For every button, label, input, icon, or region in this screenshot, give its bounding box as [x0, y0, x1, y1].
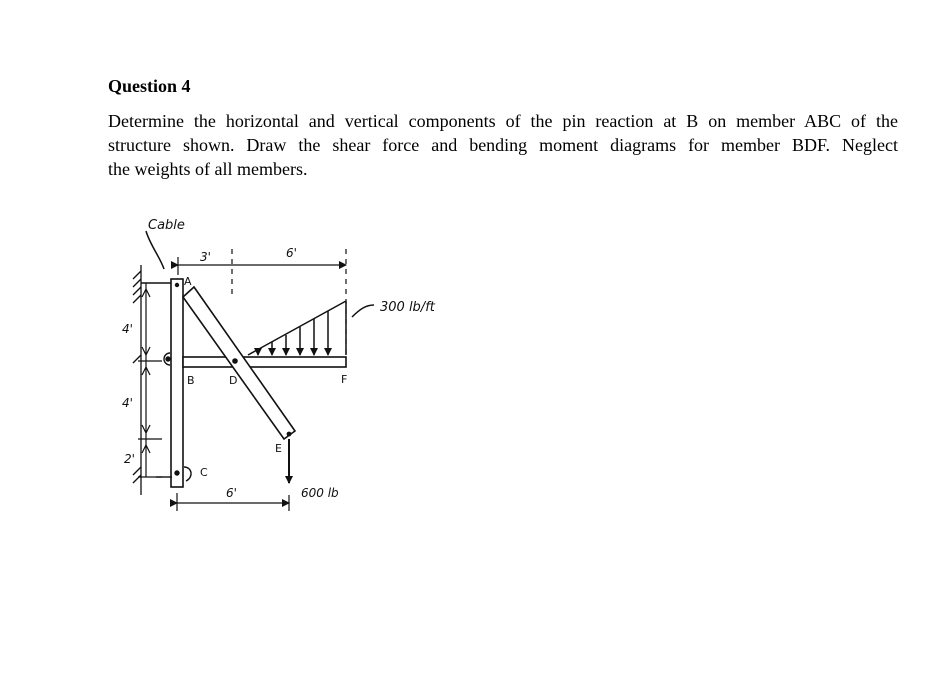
structure-figure: [108, 205, 468, 515]
pin-b: [164, 353, 170, 365]
load-distributed-label: 300 lb/ft: [380, 300, 435, 315]
point-a-label: A: [184, 275, 192, 288]
dim-top-right: 6': [286, 246, 297, 260]
dim-top-left: 3': [200, 250, 211, 264]
question-text: [108, 109, 898, 181]
dim-left-middle: 4': [122, 396, 133, 410]
question-line-2: structure shown. Draw the shear force and bending moment diagrams for member BDF. Neglect: [108, 135, 898, 155]
question-line-3: the weights of all members.: [108, 159, 308, 179]
dim-left-upper: 4': [122, 322, 133, 336]
point-b-label: B: [187, 374, 195, 387]
dim-left-lower: 2': [124, 452, 135, 466]
point-d-label: D: [229, 374, 238, 387]
point-e-label: E: [275, 442, 282, 455]
question-line-1: Determine the horizontal and vertical components of the pin reaction at B on member ABC of the: [108, 111, 898, 131]
question-heading: Question 4: [108, 76, 191, 96]
load-point-label: 600 lb: [301, 486, 339, 500]
dim-bottom: 6': [226, 486, 237, 500]
point-f-label: F: [341, 373, 348, 386]
member-abc: [171, 279, 183, 487]
point-c-label: C: [200, 466, 208, 479]
cable-label: Cable: [148, 218, 185, 233]
distributed-load: [248, 301, 374, 355]
cable: [141, 231, 174, 283]
member-bdf: [183, 357, 346, 367]
